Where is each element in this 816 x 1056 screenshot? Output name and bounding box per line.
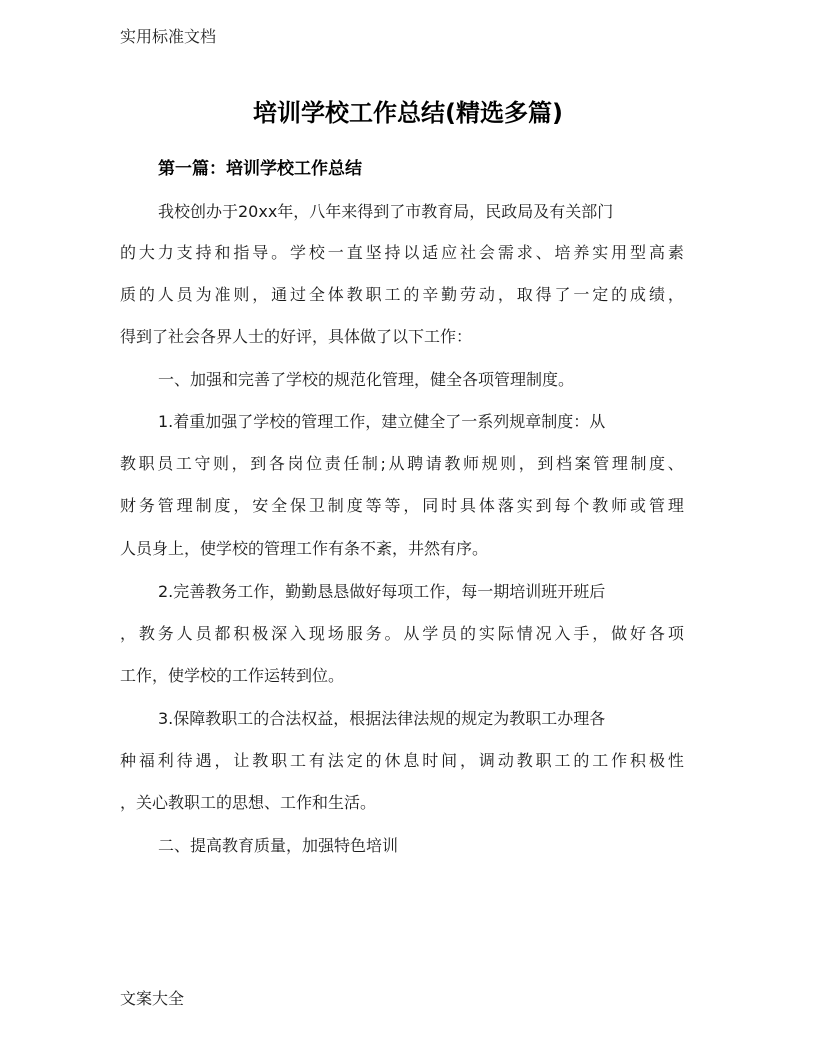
page-footer: 文案大全 (120, 989, 185, 1008)
paragraph-line: 我校创办于20xx年，八年来得到了市教育局，民政局及有关部门 (158, 202, 614, 221)
paragraph-line: 一、加强和完善了学校的规范化管理，健全各项管理制度。 (158, 370, 575, 389)
paragraph-line: 教 职 员 工 守 则 ， 到 各 岗 位 责 任 制 ; 从 聘 请 教 师 规 则 ， 到 档 案 管 理 制 度 、 (120, 454, 684, 473)
paragraph-line: 二、提高教育质量，加强特色培训 (158, 836, 399, 855)
paragraph-line: 种 福 利 待 遇 ， 让 教 职 工 有 法 定 的 休 息 时 间 ， 调 动 教 职 工 的 工 作 积 极 性 (120, 751, 684, 770)
paragraph-line: 质 的 人 员 为 准 则 ， 通 过 全 体 教 职 工 的 辛 勤 劳 动 ， 取 得 了 一 定 的 成 绩 ， (120, 285, 684, 304)
paragraph-line: ，关心教职工的思想、工作和生活。 (120, 793, 377, 812)
paragraph-line: 的 大 力 支 持 和 指 导 。 学 校 一 直 坚 持 以 适 应 社 会 需 求 、 培 养 实 用 型 高 素 (120, 243, 684, 262)
paragraph-line: 工作，使学校的工作运转到位。 (120, 666, 345, 685)
paragraph-line: 人员身上，使学校的管理工作有条不紊，井然有序。 (120, 539, 489, 558)
document-title: 培训学校工作总结(精选多篇) (253, 99, 563, 127)
paragraph-line: 3.保障教职工的合法权益，根据法律法规的规定为教职工办理各 (158, 709, 606, 728)
paragraph-line: 2.完善教务工作，勤勤恳恳做好每项工作，每一期培训班开班后 (158, 582, 606, 601)
paragraph-line: 1.着重加强了学校的管理工作，建立健全了一系列规章制度：从 (158, 412, 606, 431)
section-heading: 第一篇：培训学校工作总结 (158, 159, 362, 179)
page-header: 实用标准文档 (120, 27, 217, 46)
paragraph-line: 财 务 管 理 制 度 ， 安 全 保 卫 制 度 等 等 ， 同 时 具 体 落 实 到 每 个 教 师 或 管 理 (120, 496, 684, 515)
paragraph-line: ， 教 务 人 员 都 积 极 深 入 现 场 服 务 。 从 学 员 的 实 际 情 况 入 手 ， 做 好 各 项 (120, 624, 684, 643)
paragraph-line: 得到了社会各界人士的好评，具体做了以下工作： (120, 327, 473, 346)
